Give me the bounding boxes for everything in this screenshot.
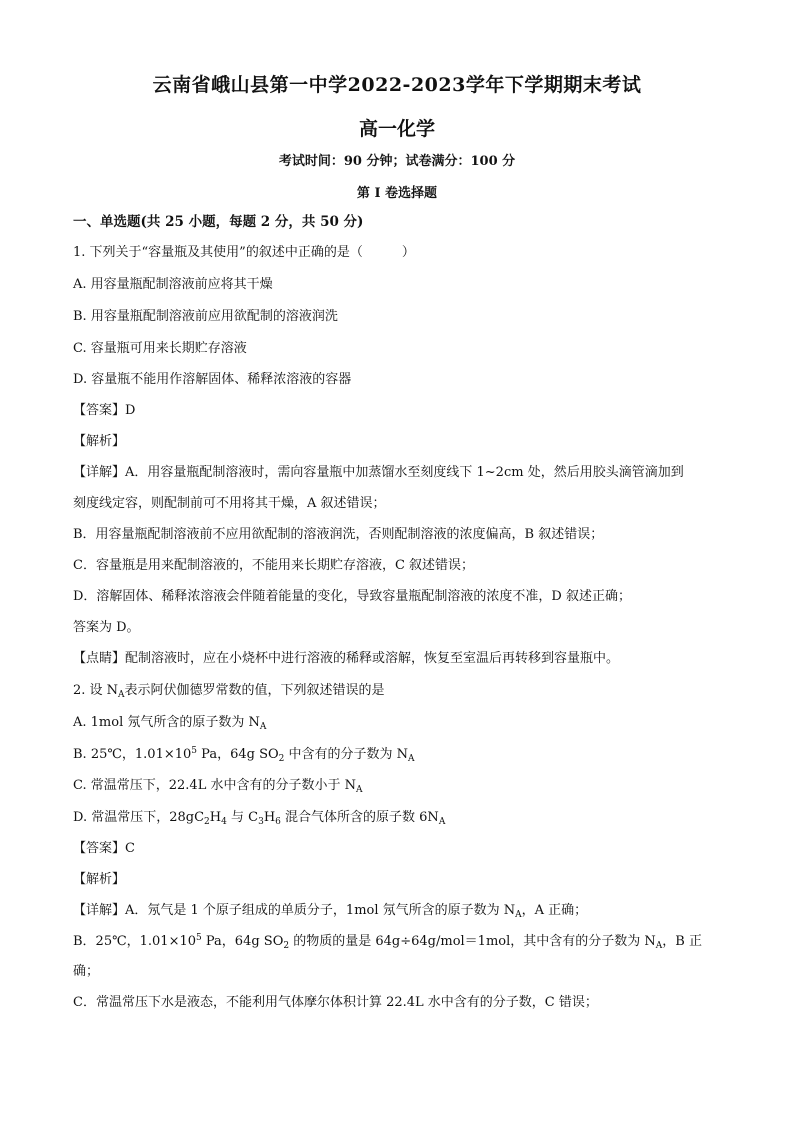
question-1-stem: 1. 下列关于“容量瓶及其使用”的叙述中正确的是（ ） bbox=[73, 245, 415, 260]
q2-detail-b bbox=[73, 933, 723, 951]
q2-detail-b-t3: 的物质的量是 64g÷64g/mol＝1mol，其中含有的分子数为 N bbox=[289, 934, 656, 949]
q2-detail-a bbox=[73, 902, 723, 920]
q2-detail-b-t1: B．25℃，1.01×10 bbox=[73, 934, 197, 949]
q1-detail-a-cont: 刻度线定容，则配制前可不用将其干燥，A 叙述错误； bbox=[73, 496, 386, 511]
q1-tip bbox=[73, 650, 723, 668]
q2-opt-d-t3: 与 C bbox=[226, 810, 259, 825]
q2-option-c bbox=[73, 777, 723, 795]
q2-opt-d-s2: 4 bbox=[221, 817, 227, 827]
q1-analysis-label: 【解析】 bbox=[73, 434, 126, 449]
q2-detail-b-t4: ，B 正 bbox=[662, 934, 702, 949]
q1-option-a: A. 用容量瓶配制溶液前应将其干燥 bbox=[73, 277, 273, 292]
q2-opt-b-t1: B. 25℃，1.01×10 bbox=[73, 747, 192, 762]
q2-opt-a-text: A. 1mol 氖气所含的原子数为 N bbox=[73, 715, 260, 730]
q2-detail-c: C．常温常压下水是液态，不能利用气体摩尔体积计算 22.4L 水中含有的分子数，C 错误； bbox=[73, 995, 598, 1010]
q2-opt-d-t1: D. 常温常压下，28gC bbox=[73, 810, 205, 825]
exam-title: 云南省峨山县第一中学2022-2023学年下学期期末考试 bbox=[152, 74, 642, 96]
q2-opt-c-text: C. 常温常压下，22.4L 水中含有的分子数小于 N bbox=[73, 778, 356, 793]
q2-detail-b-t2: Pa，64g SO bbox=[201, 934, 284, 949]
q2-detail-b-s2: 2 bbox=[283, 941, 290, 951]
part-label: 第 I 卷选择题 bbox=[356, 186, 438, 201]
q2-opt-b-sup: 5 bbox=[191, 746, 198, 756]
q2-opt-b-t2: Pa，64g SO bbox=[197, 747, 279, 762]
q2-opt-b-s3: A bbox=[408, 754, 415, 764]
q2-opt-d-s1: 2 bbox=[204, 817, 210, 827]
q2-analysis-label: 【解析】 bbox=[73, 872, 126, 887]
q1-detail-b: B．用容量瓶配制溶液前不应用欲配制的溶液润洗，否则配制溶液的浓度偏高，B 叙述错误； bbox=[73, 527, 604, 542]
q2-option-a bbox=[73, 714, 723, 732]
q2-detail-a-t2: ，A 正确； bbox=[521, 903, 588, 918]
q2-opt-d-t4: H bbox=[263, 810, 276, 825]
q2-opt-c-sub: A bbox=[355, 785, 363, 795]
q1-option-b: B. 用容量瓶配制溶液前应用欲配制的溶液润洗 bbox=[73, 309, 338, 324]
q2-detail-b-s3: A bbox=[655, 941, 663, 951]
q2-stem-prefix: 2. 设 N bbox=[73, 683, 119, 698]
q2-opt-d-t2: H bbox=[209, 810, 222, 825]
q2-answer: 【答案】C bbox=[73, 841, 135, 856]
q2-opt-b-t3: 中含有的分子数为 N bbox=[284, 747, 409, 762]
q1-option-c: C. 容量瓶可用来长期贮存溶液 bbox=[73, 341, 247, 356]
exam-info: 考试时间：90 分钟；试卷满分：100 分 bbox=[278, 154, 516, 169]
q2-opt-a-sub: A bbox=[259, 722, 267, 732]
q2-option-d bbox=[73, 809, 723, 827]
exam-subject: 高一化学 bbox=[358, 118, 435, 140]
q2-opt-d-s4: 6 bbox=[275, 817, 281, 827]
q2-detail-b-sup: 5 bbox=[196, 933, 202, 943]
q2-stem-suffix: 表示阿伏伽德罗常数的值，下列叙述错误的是 bbox=[124, 683, 385, 698]
q1-detail-d: D．溶解固体、稀释浓溶液会伴随着能量的变化，导致容量瓶配制溶液的浓度不准，D 叙述正确； bbox=[73, 589, 631, 604]
q1-detail-c: C．容量瓶是用来配制溶液的，不能用来长期贮存溶液，C 叙述错误； bbox=[73, 558, 475, 573]
q2-detail-b-cont: 确； bbox=[73, 964, 100, 979]
question-2-stem bbox=[73, 682, 723, 700]
section-heading: 一、单选题(共 25 小题，每题 2 分，共 50 分) bbox=[73, 214, 364, 230]
q1-tip-label: 【点睛】 bbox=[73, 651, 126, 666]
q2-detail-a-t1: 【详解】A．氖气是 1 个原子组成的单质分子，1mol 氖气所含的原子数为 N bbox=[73, 903, 516, 918]
q2-stem-sub: A bbox=[118, 690, 125, 700]
q1-tip-text: 配制溶液时，应在小烧杯中进行溶液的稀释或溶解，恢复至室温后再转移到容量瓶中。 bbox=[125, 651, 620, 666]
q2-opt-b-s2: 2 bbox=[278, 754, 285, 764]
q1-option-d: D. 容量瓶不能用作溶解固体、稀释浓溶液的容器 bbox=[73, 372, 352, 387]
q1-conclusion: 答案为 D。 bbox=[73, 620, 140, 635]
q1-answer: 【答案】D bbox=[73, 403, 136, 418]
q2-opt-d-s3: 3 bbox=[258, 817, 264, 827]
q1-detail-a: 【详解】A．用容量瓶配制溶液时，需向容量瓶中加蒸馏水至刻度线下 1~2cm 处，然后用胶头滴管滴加到 bbox=[73, 465, 684, 480]
q2-option-b bbox=[73, 746, 723, 764]
q2-opt-d-t5: 混合气体所含的原子数 6N bbox=[280, 810, 439, 825]
q2-detail-a-sub: A bbox=[515, 910, 522, 920]
q2-opt-d-s5: A bbox=[438, 817, 446, 827]
